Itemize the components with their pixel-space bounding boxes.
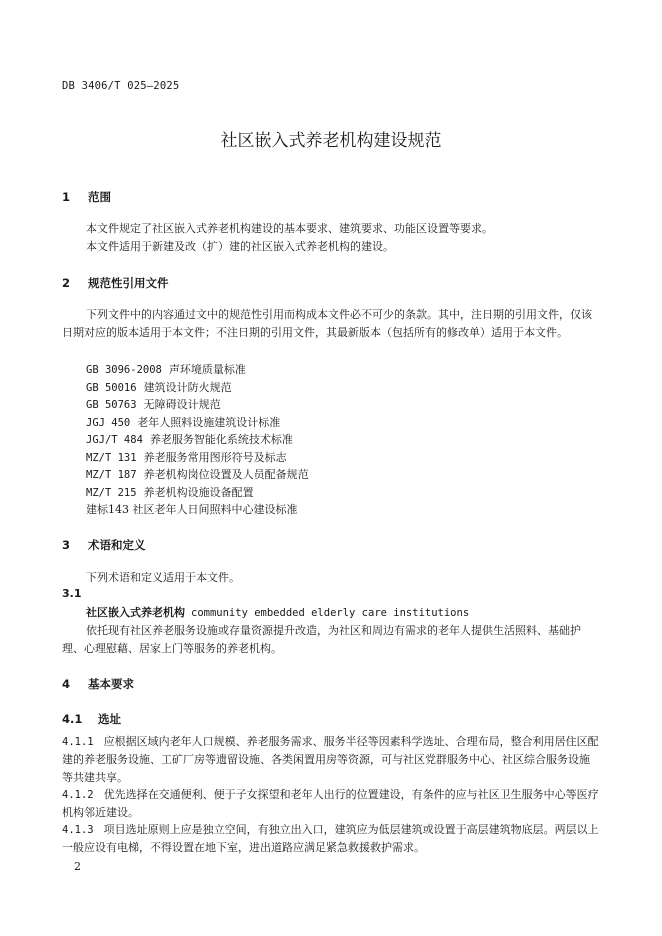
- clause: [62, 733, 600, 787]
- reference-name: 社区老年人日间照料中心建设标准: [132, 503, 298, 516]
- section-number: 2: [62, 276, 71, 290]
- clause-text: 应根据区域内老年人口规模、养老服务需求、服务半径等因素科学选址、合理布局，整合利用居住区配建的养老服务设施、工矿厂房等遗留设施、各类闲置用房等资源，可与社区党群服务中心、社区综合服务设施等共建共享。: [62, 735, 599, 784]
- section-heading-terms: [62, 537, 146, 553]
- reference-code: GB 3096-2008: [86, 364, 162, 376]
- reference-code: 建标143: [86, 503, 129, 516]
- reference-code: MZ/T 215: [86, 487, 137, 499]
- clause-text: 优先选择在交通便利、便于子女探望和老年人出行的位置建设，有条件的应与社区卫生服务中心等医疗机构邻近建设。: [62, 788, 599, 819]
- term-entry: [86, 604, 469, 620]
- document-title: 社区嵌入式养老机构建设规范: [220, 131, 442, 151]
- reference-code: JGJ 450: [86, 417, 131, 429]
- reference-code: MZ/T 187: [86, 469, 137, 481]
- reference-name: 无障碍设计规范: [143, 398, 221, 411]
- reference-name: 养老服务常用图形符号及标志: [143, 451, 287, 464]
- reference-name: 养老机构设施设备配置: [143, 486, 254, 499]
- reference-name: 养老服务智能化系统技术标准: [149, 433, 293, 446]
- paragraph: 本文件适用于新建及改（扩）建的社区嵌入式养老机构的建设。: [86, 240, 394, 253]
- standard-code: DB 3406/T 025—2025: [62, 80, 180, 92]
- clause-text: 项目选址原则上应是独立空间，有独立出入口，建筑应为低层建筑或设置于高层建筑物底层。两层以上一般应设有电梯，不得设置在地下室，进出道路应满足紧急救援救护需求。: [62, 823, 599, 854]
- section-title: 术语和定义: [88, 538, 146, 552]
- reference-name: 建筑设计防火规范: [143, 381, 232, 394]
- section-title: 基本要求: [88, 677, 135, 691]
- section-number: 3: [62, 538, 71, 552]
- clause-number: 4.1.3: [62, 824, 94, 836]
- reference-name: 声环境质量标准: [168, 363, 246, 376]
- section-title: 规范性引用文件: [88, 276, 169, 290]
- clause-number: 4.1.2: [62, 789, 94, 801]
- reference-item: [86, 414, 280, 430]
- paragraph: 下列文件中的内容通过文中的规范性引用而构成本文件必不可少的条款。其中，注日期的引用文件，仅该日期对应的版本适用于本文件；不注日期的引用文件，其最新版本（包括所有的修改单）适用于本文件。: [62, 308, 592, 339]
- clause-number: 4.1.1: [62, 736, 94, 748]
- section-title: 范围: [88, 190, 112, 204]
- term-number: 3.1: [62, 587, 82, 600]
- clause: [62, 821, 600, 857]
- reference-item: [86, 484, 254, 500]
- reference-name: 养老机构岗位设置及人员配备规范: [143, 468, 309, 481]
- reference-item: [86, 466, 309, 482]
- reference-item: [86, 396, 221, 412]
- reference-item: [86, 449, 287, 465]
- term-name-cn: 社区嵌入式养老机构: [86, 606, 185, 619]
- reference-item: [86, 361, 246, 377]
- paragraph: 下列术语和定义适用于本文件。: [86, 571, 240, 584]
- reference-item: [86, 501, 298, 517]
- reference-code: JGJ/T 484: [86, 434, 143, 446]
- reference-item: [86, 379, 232, 395]
- subsection-number: 4.1: [62, 712, 83, 726]
- reference-code: GB 50763: [86, 399, 137, 411]
- section-heading-basic-requirements: [62, 676, 134, 692]
- subsection-heading-site-selection: [62, 711, 121, 727]
- section-heading-scope: [62, 189, 111, 205]
- subsection-title: 选址: [98, 712, 122, 726]
- reference-name: 老年人照料设施建筑设计标准: [137, 416, 281, 429]
- clause: [62, 786, 600, 822]
- page-number: 2: [74, 860, 81, 873]
- term-definition: 依托现有社区养老服务设施或存量资源提升改造，为社区和周边有需求的老年人提供生活照料、基础护理、心理慰藉、居家上门等服务的养老机构。: [62, 624, 581, 655]
- paragraph: 本文件规定了社区嵌入式养老机构建设的基本要求、建筑要求、功能区设置等要求。: [86, 222, 493, 235]
- section-heading-normative-references: [62, 275, 169, 291]
- reference-item: [86, 431, 293, 447]
- section-number: 4: [62, 677, 71, 691]
- reference-code: GB 50016: [86, 382, 137, 394]
- term-name-en: community embedded elderly care institutions: [191, 607, 470, 619]
- reference-code: MZ/T 131: [86, 452, 137, 464]
- section-number: 1: [62, 190, 71, 204]
